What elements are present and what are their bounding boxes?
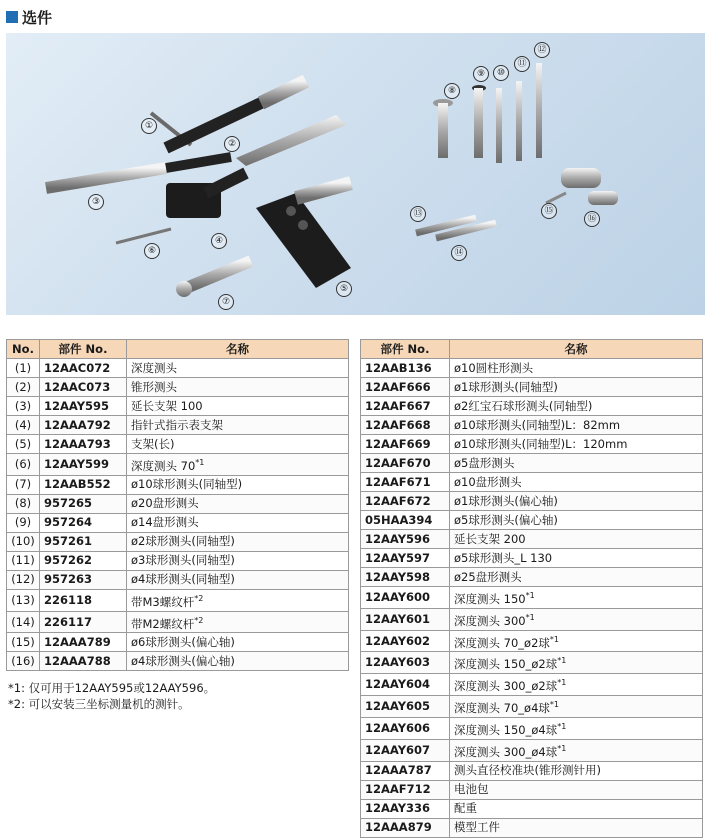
table-row	[361, 818, 703, 837]
table-row	[361, 435, 703, 454]
cell-no: (6)	[7, 454, 40, 476]
parts-table-right	[360, 339, 703, 838]
cell-no: (15)	[7, 633, 40, 652]
name-text: ø4球形测头(同轴型)	[131, 572, 235, 587]
cell-no: (3)	[7, 397, 40, 416]
name-text: ø20盘形测头	[131, 496, 199, 511]
name-text: ø3球形测头(同轴型)	[131, 553, 235, 568]
table-row	[7, 416, 349, 435]
col-header-part-no: 部件 No.	[40, 340, 127, 359]
cell-no: (4)	[7, 416, 40, 435]
name-text: 延长支架 100	[131, 398, 203, 413]
name-text: ø10球形测头(同轴型)L：82mm	[454, 417, 621, 432]
table-row	[361, 799, 703, 818]
cell-name	[127, 551, 349, 570]
name-text: 深度测头 150_ø4球	[454, 722, 558, 737]
table-row	[7, 589, 349, 611]
table-row	[7, 633, 349, 652]
cell-no: (7)	[7, 475, 40, 494]
name-text: ø6球形测头(偏心轴)	[131, 634, 235, 649]
cell-part-no: 12AAC073	[40, 378, 127, 397]
part-7-ball-probe	[176, 261, 251, 297]
cell-part-no: 12AAY595	[40, 397, 127, 416]
name-text: ø10球形测头(同轴型)L：120mm	[454, 436, 628, 451]
cell-part-no: 12AAY596	[361, 530, 450, 549]
cell-part-no: 12AAF670	[361, 454, 450, 473]
table-row	[7, 454, 349, 476]
cell-part-no: 957264	[40, 513, 127, 532]
part-4-holder	[166, 173, 246, 218]
callout-9: ⑨	[473, 66, 489, 82]
table-row	[7, 570, 349, 589]
cell-name	[450, 549, 703, 568]
note-marker: *1	[549, 634, 559, 644]
note-marker: *1	[557, 721, 567, 731]
table-row	[7, 652, 349, 671]
cell-name	[127, 397, 349, 416]
table-row	[7, 378, 349, 397]
cell-part-no: 12AAF668	[361, 416, 450, 435]
name-text: ø25盘形测头	[454, 569, 522, 584]
cell-no: (8)	[7, 494, 40, 513]
cell-name	[450, 587, 703, 609]
cell-name	[450, 652, 703, 674]
cell-part-no: 226118	[40, 589, 127, 611]
note-marker: *1	[557, 656, 567, 666]
cell-part-no: 12AAF672	[361, 492, 450, 511]
name-text: ø2红宝石球形测头(同轴型)	[454, 398, 593, 413]
table-row	[361, 587, 703, 609]
table-row	[361, 397, 703, 416]
section-title-text: 选件	[22, 8, 53, 27]
cell-part-no: 226117	[40, 611, 127, 633]
cell-no: (9)	[7, 513, 40, 532]
name-text: 深度测头 150_ø2球	[454, 657, 558, 672]
cell-part-no: 12AAB552	[40, 475, 127, 494]
accessories-photo	[6, 33, 705, 315]
cell-no: (13)	[7, 589, 40, 611]
cell-part-no: 12AAY597	[361, 549, 450, 568]
note-marker: *1	[195, 458, 205, 467]
cell-name	[127, 435, 349, 454]
table-row	[361, 761, 703, 780]
note-marker: *2	[194, 593, 204, 603]
name-text: ø1球形测头(偏心轴)	[454, 493, 558, 508]
name-text: 深度测头 70_ø2球	[454, 635, 550, 650]
cell-name	[450, 608, 703, 630]
table-row	[7, 359, 349, 378]
cell-name	[127, 570, 349, 589]
cell-part-no: 12AAA789	[40, 633, 127, 652]
table-row	[7, 611, 349, 633]
cell-part-no: 12AAY598	[361, 568, 450, 587]
table-row	[361, 378, 703, 397]
callout-10: ⑩	[493, 65, 509, 81]
col-header-name: 名称	[450, 340, 703, 359]
table-row	[361, 416, 703, 435]
note-marker: *1	[525, 591, 535, 600]
name-text: 深度测头 70	[131, 458, 196, 473]
cell-no: (1)	[7, 359, 40, 378]
callout-5: ⑤	[336, 281, 352, 297]
part-6-rod	[116, 229, 171, 243]
cell-name	[450, 568, 703, 587]
cell-name	[450, 674, 703, 696]
table-row	[361, 568, 703, 587]
cell-name	[450, 435, 703, 454]
cell-part-no: 12AAF667	[361, 397, 450, 416]
name-text: ø5球形测头(偏心轴)	[454, 512, 558, 527]
callout-3: ③	[88, 194, 104, 210]
part-13-14-pins	[416, 218, 496, 238]
table-row	[361, 630, 703, 652]
cell-part-no: 12AAY336	[361, 799, 450, 818]
name-text: 支架(长)	[131, 436, 175, 451]
note-marker: *2	[194, 615, 204, 625]
cell-name	[450, 818, 703, 837]
cell-name	[450, 630, 703, 652]
cell-name	[127, 378, 349, 397]
cell-part-no: 12AAA788	[40, 652, 127, 671]
table-row	[7, 532, 349, 551]
cell-name	[127, 359, 349, 378]
cell-name	[127, 611, 349, 633]
cell-no: (14)	[7, 611, 40, 633]
table-row	[361, 454, 703, 473]
cell-name	[450, 717, 703, 739]
cell-part-no: 12AAA792	[40, 416, 127, 435]
cell-name	[127, 652, 349, 671]
cell-part-no: 12AAY605	[361, 696, 450, 718]
cell-name	[127, 454, 349, 476]
cell-no: (11)	[7, 551, 40, 570]
name-text: ø5球形测头_L 130	[454, 550, 553, 565]
name-text: ø2球形测头(同轴型)	[131, 534, 235, 549]
table-row	[361, 473, 703, 492]
col-header-part-no: 部件 No.	[361, 340, 450, 359]
name-text: 指针式指示表支架	[131, 417, 223, 432]
cell-part-no: 12AAC072	[40, 359, 127, 378]
cell-name	[450, 799, 703, 818]
cell-part-no: 12AAY599	[40, 454, 127, 476]
cell-name	[450, 473, 703, 492]
name-text: 电池包	[454, 782, 489, 797]
name-text: 测头直径校准块(锥形测针用)	[454, 763, 601, 778]
cell-part-no: 05HAA394	[361, 511, 450, 530]
cell-part-no: 12AAY604	[361, 674, 450, 696]
table-row	[361, 696, 703, 718]
callout-12: ⑫	[534, 42, 550, 58]
cell-part-no: 957265	[40, 494, 127, 513]
cell-no: (12)	[7, 570, 40, 589]
col-header-name: 名称	[127, 340, 349, 359]
cell-no: (16)	[7, 652, 40, 671]
callout-1: ①	[141, 118, 157, 134]
note-marker: *1	[557, 678, 567, 688]
name-text: 带M3螺纹杆	[131, 594, 195, 609]
table-row	[361, 739, 703, 761]
cell-no: (2)	[7, 378, 40, 397]
cell-name	[450, 454, 703, 473]
note-marker: *1	[557, 743, 567, 753]
table-row	[7, 397, 349, 416]
section-title	[6, 6, 52, 28]
table-row	[361, 511, 703, 530]
cell-name	[450, 416, 703, 435]
table-row	[361, 652, 703, 674]
part-2-cone-probe	[166, 81, 346, 166]
table-row	[361, 549, 703, 568]
part-15-16-offset	[546, 168, 618, 205]
name-text: 配重	[454, 801, 477, 816]
callout-8: ⑧	[444, 83, 460, 99]
table-row	[361, 359, 703, 378]
cell-part-no: 12AAF669	[361, 435, 450, 454]
table-row	[7, 435, 349, 454]
cell-name	[127, 589, 349, 611]
cell-name	[127, 513, 349, 532]
cell-no: (5)	[7, 435, 40, 454]
name-text: 深度测头 70_ø4球	[454, 700, 550, 715]
name-text: ø4球形测头(偏心轴)	[131, 653, 235, 668]
callout-6: ⑥	[144, 243, 160, 259]
cell-part-no: 12AAF666	[361, 378, 450, 397]
footnote-2: *2: 可以安装三坐标测量机的测针。	[8, 697, 190, 711]
cell-name	[450, 511, 703, 530]
table-row	[361, 674, 703, 696]
callout-15: ⑮	[541, 203, 557, 219]
cell-name	[450, 761, 703, 780]
cell-part-no: 12AAF671	[361, 473, 450, 492]
name-text: 深度测头 300_ø2球	[454, 679, 558, 694]
callout-16: ⑯	[584, 211, 600, 227]
cell-name	[450, 696, 703, 718]
callout-11: ⑪	[514, 56, 530, 72]
callout-13: ⑬	[410, 206, 426, 222]
cell-part-no: 12AAB136	[361, 359, 450, 378]
name-text: 深度测头 150	[454, 591, 526, 606]
accessories-illustration	[6, 33, 705, 315]
cell-name	[450, 492, 703, 511]
table-row	[361, 780, 703, 799]
note-marker: *1	[525, 612, 535, 622]
parts-table-left	[6, 339, 349, 671]
callout-4: ④	[211, 233, 227, 249]
name-text: 锥形测头	[131, 379, 177, 394]
cell-name	[127, 475, 349, 494]
table-row	[361, 492, 703, 511]
cell-name	[450, 378, 703, 397]
name-text: 深度测头 300_ø4球	[454, 744, 558, 759]
note-marker: *1	[549, 700, 559, 710]
name-text: 模型工件	[454, 820, 500, 835]
cell-no: (10)	[7, 532, 40, 551]
name-text: 延长支架 200	[454, 531, 526, 546]
cell-part-no: 12AAY607	[361, 739, 450, 761]
name-text: ø1球形测头(同轴型)	[454, 379, 558, 394]
callout-2: ②	[224, 136, 240, 152]
cell-name	[450, 530, 703, 549]
title-square-icon	[6, 11, 18, 23]
footnotes	[8, 680, 215, 712]
cell-part-no: 12AAA787	[361, 761, 450, 780]
table-row	[7, 475, 349, 494]
name-text: ø10圆柱形测头	[454, 360, 534, 375]
cell-name	[450, 359, 703, 378]
footnote-1: *1: 仅可用于12AAY595或12AAY596。	[8, 681, 216, 695]
name-text: 深度测头	[131, 360, 177, 375]
cell-name	[450, 397, 703, 416]
cell-part-no: 12AAA793	[40, 435, 127, 454]
cell-part-no: 12AAY601	[361, 608, 450, 630]
col-header-no: No.	[7, 340, 40, 359]
part-5-long-holder	[256, 183, 351, 288]
cell-part-no: 12AAA879	[361, 818, 450, 837]
name-text: 深度测头 300	[454, 613, 526, 628]
cell-part-no: 957262	[40, 551, 127, 570]
callout-7: ⑦	[218, 294, 234, 310]
name-text: ø10球形测头(同轴型)	[131, 477, 243, 492]
cell-part-no: 12AAY603	[361, 652, 450, 674]
cell-name	[450, 780, 703, 799]
cell-name	[127, 633, 349, 652]
cell-part-no: 12AAY602	[361, 630, 450, 652]
cell-part-no: 957261	[40, 532, 127, 551]
table-row	[7, 494, 349, 513]
table-row	[7, 551, 349, 570]
cell-part-no: 12AAY600	[361, 587, 450, 609]
cell-name	[127, 532, 349, 551]
cell-name	[450, 739, 703, 761]
cell-part-no: 12AAY606	[361, 717, 450, 739]
cell-name	[127, 494, 349, 513]
name-text: ø5盘形测头	[454, 455, 515, 470]
table-row	[361, 530, 703, 549]
table-row	[361, 608, 703, 630]
cell-part-no: 12AAF712	[361, 780, 450, 799]
name-text: ø10盘形测头	[454, 474, 522, 489]
name-text: 带M2螺纹杆	[131, 616, 195, 631]
table-row	[7, 513, 349, 532]
callout-14: ⑭	[451, 245, 467, 261]
cell-part-no: 957263	[40, 570, 127, 589]
name-text: ø14盘形测头	[131, 515, 199, 530]
table-row	[361, 717, 703, 739]
cell-name	[127, 416, 349, 435]
